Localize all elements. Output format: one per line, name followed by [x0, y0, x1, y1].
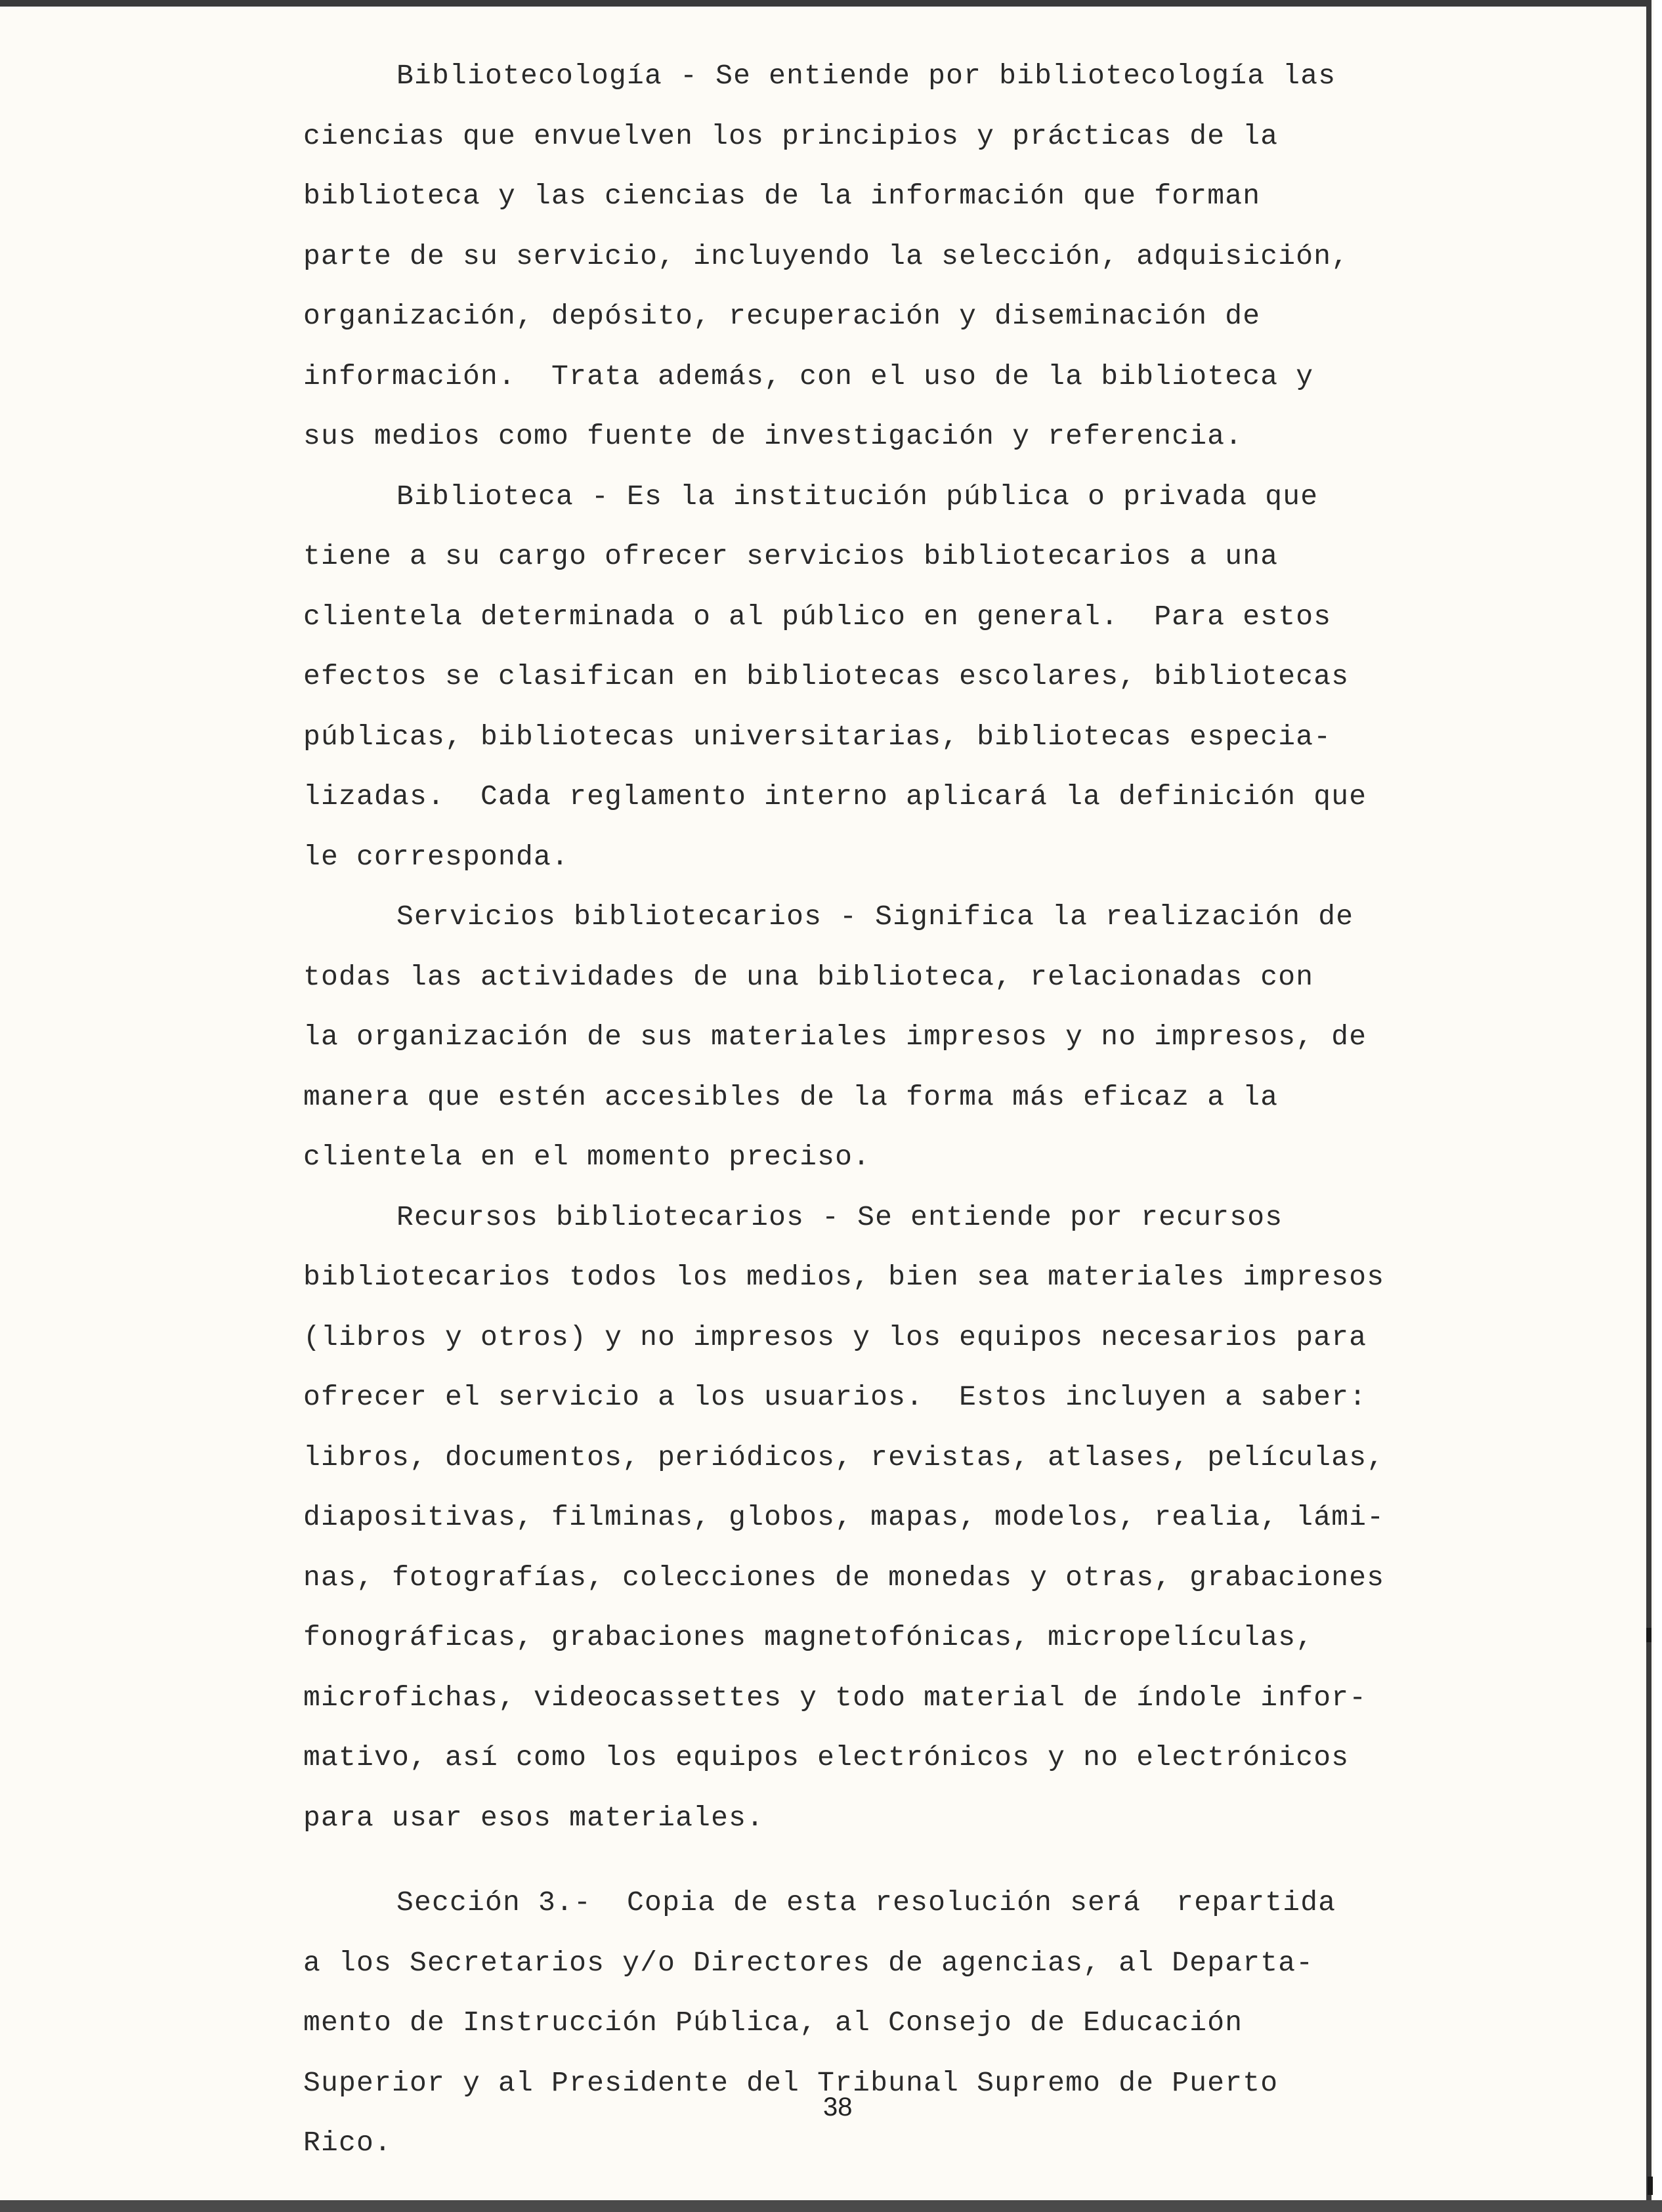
- paragraph-biblioteca: [303, 467, 1393, 887]
- text-line: fonográficas, grabaciones magnetofónicas, micropelículas,: [303, 1621, 1314, 1653]
- text-line: Servicios bibliotecarios - Significa la realización de: [396, 901, 1354, 933]
- text-line: (libros y otros) y no impresos y los equipos necesarios para: [303, 1321, 1367, 1353]
- text-line: Rico.: [303, 2127, 393, 2159]
- text-line: tiene a su cargo ofrecer servicios bibliotecarios a una: [303, 540, 1279, 572]
- text-line: bibliotecarios todos los medios, bien sea materiales impresos: [303, 1261, 1385, 1293]
- text-line: nas, fotografías, colecciones de monedas y otras, grabaciones: [303, 1561, 1385, 1594]
- text-line: para usar esos materiales.: [303, 1801, 765, 1834]
- text-line: diapositivas, filminas, globos, mapas, modelos, realia, lámi-: [303, 1501, 1385, 1533]
- text-line: le corresponda.: [303, 840, 570, 873]
- document-body: [303, 46, 1393, 2173]
- text-line: ciencias que envuelven los principios y prácticas de la: [303, 119, 1279, 152]
- text-line: Recursos bibliotecarios - Se entiende por recursos: [396, 1201, 1283, 1233]
- section-spacer: [303, 1848, 1393, 1873]
- text-line: Sección 3.- Copia de esta resolución será repartida: [396, 1886, 1336, 1919]
- scan-edge-mark: [1648, 2177, 1653, 2195]
- text-line: manera que estén accesibles de la forma más eficaz a la: [303, 1080, 1279, 1113]
- page-right-border: [1646, 0, 1651, 2203]
- text-line: organización, depósito, recuperación y diseminación de: [303, 300, 1261, 332]
- text-line: mativo, así como los equipos electrónicos y no electrónicos: [303, 1741, 1350, 1774]
- text-line: todas las actividades de una biblioteca, relacionadas con: [303, 960, 1314, 993]
- text-line: ofrecer el servicio a los usuarios. Estos incluyen a saber:: [303, 1381, 1367, 1413]
- scan-bottom-border: [0, 2200, 1662, 2212]
- text-line: biblioteca y las ciencias de la información que forman: [303, 180, 1261, 212]
- paragraph-seccion-3: [303, 1873, 1393, 2173]
- text-line: mento de Instrucción Pública, al Consejo de Educación: [303, 2007, 1243, 2039]
- page-number: 38: [823, 2093, 853, 2121]
- text-line: información. Trata además, con el uso de la biblioteca y: [303, 360, 1314, 393]
- text-line: sus medios como fuente de investigación y referencia.: [303, 420, 1243, 452]
- paragraph-bibliotecologia: [303, 46, 1393, 467]
- text-line: Bibliotecología - Se entiende por bibliotecología las: [396, 60, 1336, 92]
- scan-edge-mark: [1646, 1628, 1651, 1642]
- text-line: Biblioteca - Es la institución pública o privada que: [396, 480, 1319, 513]
- text-line: la organización de sus materiales impresos y no impresos, de: [303, 1021, 1367, 1053]
- text-line: microfichas, videocassettes y todo material de índole infor-: [303, 1681, 1367, 1714]
- text-line: parte de su servicio, incluyendo la selección, adquisición,: [303, 240, 1350, 272]
- paragraph-recursos-bibliotecarios: [303, 1187, 1393, 1848]
- text-line: a los Secretarios y/o Directores de agencias, al Departa-: [303, 1946, 1314, 1979]
- text-line: efectos se clasifican en bibliotecas escolares, bibliotecas: [303, 660, 1350, 692]
- text-line: clientela en el momento preciso.: [303, 1141, 871, 1173]
- page-top-border: [0, 0, 1651, 7]
- text-line: libros, documentos, periódicos, revistas, atlases, películas,: [303, 1441, 1385, 1474]
- text-line: Superior y al Presidente del Tribunal Supremo de Puerto: [303, 2066, 1279, 2099]
- text-line: públicas, bibliotecas universitarias, bibliotecas especia-: [303, 720, 1332, 753]
- text-line: lizadas. Cada reglamento interno aplicará la definición que: [303, 780, 1367, 813]
- text-line: clientela determinada o al público en general. Para estos: [303, 600, 1332, 633]
- paragraph-servicios-bibliotecarios: [303, 887, 1393, 1187]
